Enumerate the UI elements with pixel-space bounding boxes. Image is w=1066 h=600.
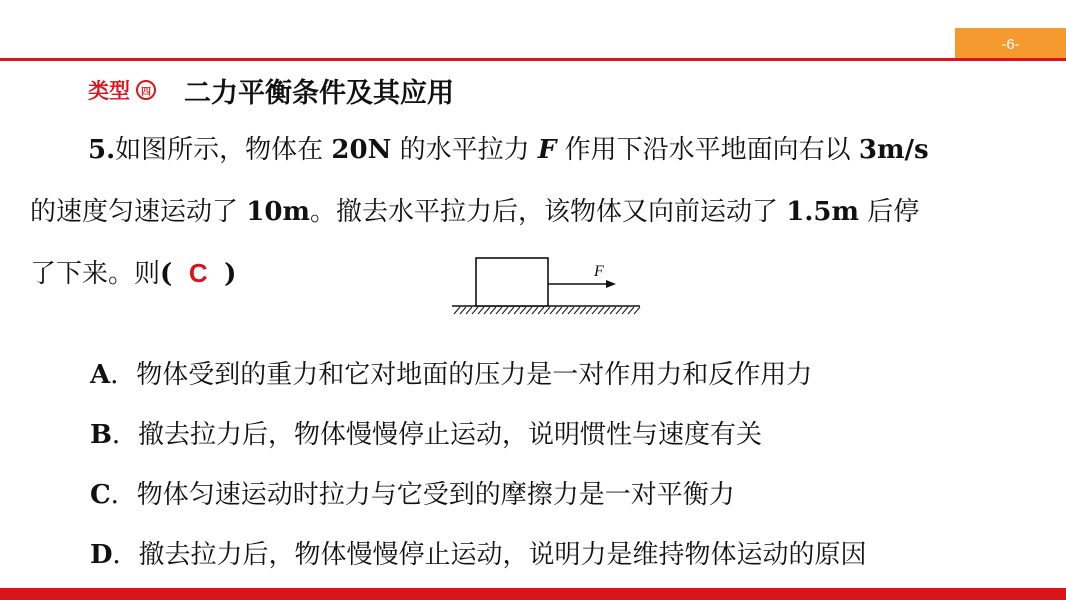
- question-line-2: [30, 195, 919, 229]
- force-label: F: [594, 263, 604, 280]
- option-c: [90, 478, 735, 512]
- option-a-letter: A: [90, 360, 111, 390]
- question-force-value: 20N: [331, 135, 392, 165]
- page-number-tab: [955, 28, 1066, 60]
- option-d-letter: D: [90, 540, 113, 570]
- answer-paren-open: (: [160, 259, 173, 289]
- question-distance-value: 10m: [246, 197, 310, 227]
- question-text: 的速度匀速运动了: [30, 197, 247, 227]
- question-text: 。撤去水平拉力后，该物体又向前运动了: [309, 197, 787, 227]
- force-arrow-head: [606, 280, 616, 288]
- section-type-tag: 类型: [88, 79, 130, 103]
- question-line-1: [88, 133, 929, 167]
- question-text: 作用下沿水平地面向右以: [556, 135, 859, 165]
- option-d: [90, 538, 867, 572]
- question-text: 如图所示，物体在: [115, 135, 332, 165]
- question-distance2-value: 1.5m: [786, 197, 859, 227]
- section-title: 二力平衡条件及其应用: [184, 77, 454, 109]
- option-b-text: ．撤去拉力后，物体慢慢停止运动，说明惯性与速度有关: [111, 420, 762, 450]
- answer-paren-close: ): [224, 259, 237, 289]
- force-diagram-svg: [448, 252, 644, 324]
- option-d-text: ．撤去拉力后，物体慢慢停止运动，说明力是维持物体运动的原因: [112, 540, 867, 570]
- question-text: 的水平拉力: [391, 135, 538, 165]
- question-text: 了下来。则: [30, 259, 161, 289]
- ground-hatching: [454, 307, 640, 314]
- footer-bar: [0, 588, 1066, 600]
- question-text: 后停: [858, 197, 920, 227]
- question-speed-value: 3m/s: [858, 135, 929, 165]
- question-number: 5.: [88, 135, 116, 165]
- answer-choice: C: [188, 258, 208, 288]
- option-c-letter: C: [90, 480, 111, 510]
- force-diagram: [448, 252, 644, 324]
- option-c-text: ．物体匀速运动时拉力与它受到的摩擦力是一对平衡力: [110, 480, 735, 510]
- section-number-badge: 四: [136, 80, 156, 100]
- page-number: -6-: [1001, 35, 1020, 53]
- block-object: [476, 258, 548, 306]
- section-heading: [88, 70, 454, 110]
- option-a: [90, 358, 812, 392]
- question-force-symbol: F: [537, 135, 557, 165]
- question-line-3: [30, 256, 236, 291]
- option-b: [90, 418, 762, 452]
- header-divider: [0, 58, 1066, 61]
- option-a-text: ．物体受到的重力和它对地面的压力是一对作用力和反作用力: [110, 360, 813, 390]
- option-b-letter: B: [90, 420, 112, 450]
